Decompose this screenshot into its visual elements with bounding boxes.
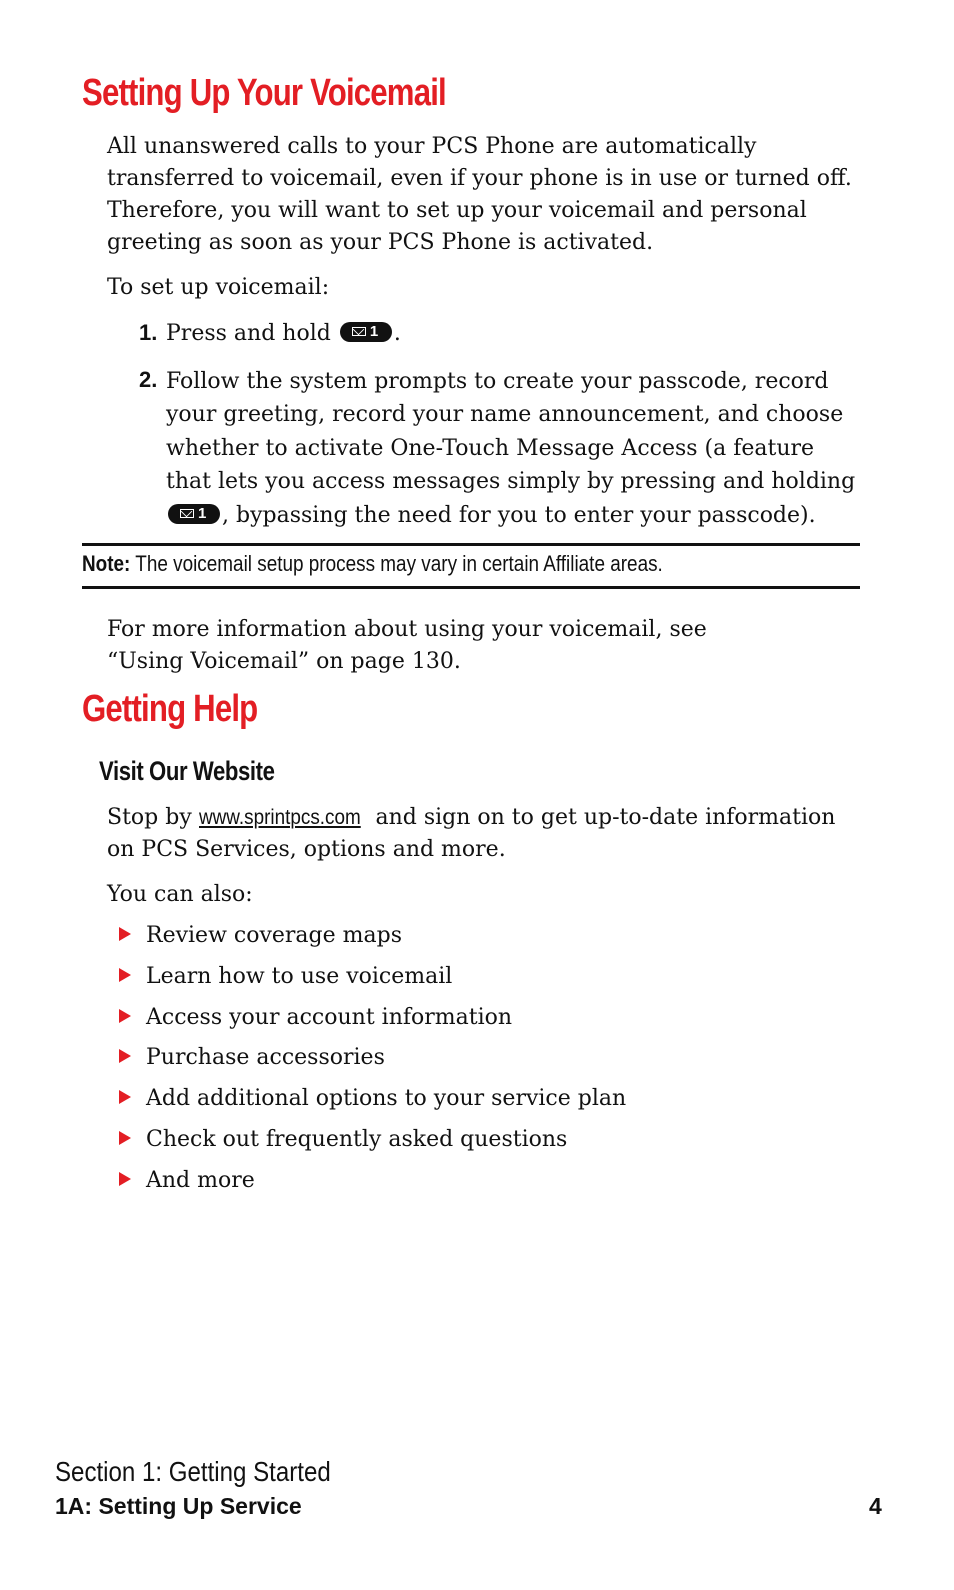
- list-item: [119, 961, 626, 1002]
- list-item-text: Check out frequently asked questions: [146, 1126, 568, 1152]
- key-label: 1: [369, 323, 379, 340]
- step-number: 2.: [139, 367, 158, 392]
- note-text: [82, 551, 663, 577]
- triangle-bullet-icon: [119, 1172, 131, 1186]
- list-item-text: Purchase accessories: [146, 1045, 385, 1071]
- triangle-bullet-icon: [119, 1131, 131, 1145]
- list-item-text: And more: [146, 1167, 255, 1193]
- step-text-before: Press and hold: [166, 321, 338, 346]
- key-label: 1: [198, 504, 207, 522]
- step-text: [166, 365, 862, 532]
- triangle-bullet-icon: [119, 1009, 131, 1023]
- step-text-after: , bypassing the need for you to enter your passcode).: [222, 502, 816, 528]
- list-item: [119, 1165, 626, 1206]
- visit-text-before: Stop by: [107, 805, 199, 830]
- visit-text-after: and sign on to get up-to-date information on PCS Services, options and more.: [107, 805, 836, 862]
- also-lead: You can also:: [107, 882, 253, 907]
- intro-paragraph: All unanswered calls to your PCS Phone are automatically transferred to voicemail, even if your phone is in use or turned off. Therefore, you will want to set up your voicemail and personal greeting as soon as your PCS Phone is activated.: [107, 134, 852, 255]
- step-text-before: Follow the system prompts to create your passcode, record your greeting, record your name announcement, and choose whether to activate One-Touch Message Access (a feature that lets you access messages simply by pressing and holding: [166, 369, 856, 495]
- subsection-title-website: Visit Our Website: [99, 756, 275, 786]
- list-item-text: Add additional options to your service plan: [146, 1086, 627, 1112]
- note-label: Note:: [82, 551, 131, 576]
- note-box: [82, 543, 860, 589]
- footer-subsection-title: 1A: Setting Up Service: [55, 1493, 302, 1519]
- setup-lead: To set up voicemail:: [107, 275, 330, 300]
- list-item: [119, 1124, 626, 1165]
- triangle-bullet-icon: [119, 927, 131, 941]
- envelope-key-icon: [168, 504, 220, 524]
- page-number: 4: [869, 1493, 882, 1519]
- section-title-getting-help: Getting Help: [82, 688, 258, 730]
- list-item: [119, 1042, 626, 1083]
- step-number: 1.: [139, 320, 158, 345]
- triangle-bullet-icon: [119, 1090, 131, 1104]
- section-title-voicemail: Setting Up Your Voicemail: [82, 72, 446, 114]
- visit-paragraph: [107, 802, 867, 866]
- step-text: [166, 318, 866, 350]
- help-options-list: [119, 920, 626, 1206]
- list-item-text: Learn how to use voicemail: [146, 963, 453, 989]
- list-item: [119, 1002, 626, 1043]
- more-info-paragraph: For more information about using your voicemail, see “Using Voicemail” on page 130.: [107, 617, 707, 674]
- list-item: [119, 920, 626, 961]
- envelope-key-icon: [340, 322, 392, 342]
- triangle-bullet-icon: [119, 968, 131, 982]
- list-item-text: Access your account information: [146, 1004, 513, 1030]
- step-text-after: .: [393, 321, 401, 346]
- footer-section-title: Section 1: Getting Started: [55, 1456, 331, 1487]
- triangle-bullet-icon: [119, 1049, 131, 1063]
- list-item-text: Review coverage maps: [146, 923, 402, 948]
- note-body: The voicemail setup process may vary in certain Affiliate areas.: [130, 551, 663, 576]
- website-link[interactable]: www.sprintpcs.com: [198, 806, 361, 829]
- list-item: [119, 1083, 626, 1124]
